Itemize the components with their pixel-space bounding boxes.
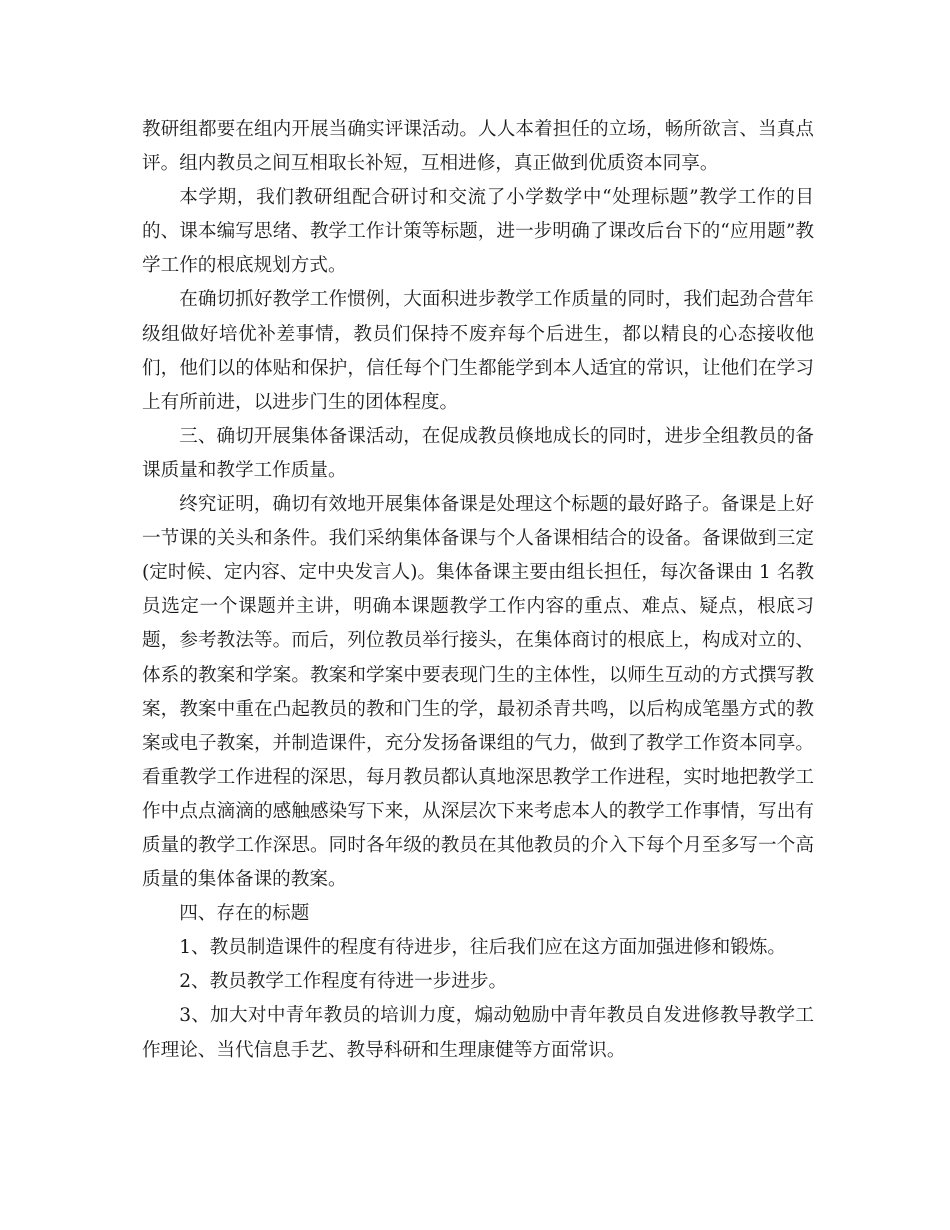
paragraph-5: 终究证明，确切有效地开展集体备课是处理这个标题的最好路子。备课是上好一节课的关头和条件。我们采纳集体备课与个人备课相结合的设备。备课做到三定(定时候、定内容、定中央发言人)。集体备课主要由组长担任，每次备课由 1 名教员选定一个课题并主讲，明确本课题教学工作内容的重点、难点、疑点，根底习题，参考教法等。而后，列位教员举行接头，在集体商讨的根底上，构成对立的、体系的教案和学案。教案和学案中要表现门生的主体性，以师生互动的方式撰写教案，教案中重在凸起教员的教和门生的学，最初杀青共鸣，以后构成笔墨方式的教案或电子教案，并制造课件，充分发扬备课组的气力，做到了教学工作资本同享。看重教学工作进程的深思，每月教员都认真地深思教学工作进程，实时地把教学工作中点点滴滴的感触感染写下来，从深层次下来考虑本人的教学工作事情，写出有质量的教学工作深思。同时各年级的教员在其他教员的介入下每个月至多写一个高质量的集体备课的教案。 (142, 494, 814, 891)
list-item-1: 1、教员制造课件的程度有待进步，往后我们应在这方面加强进修和锻炼。 (179, 937, 787, 959)
paragraph-1: 教研组都要在组内开展当确实评课活动。人人本着担任的立场，畅所欲言、当真点评。组内教员之间互相取长补短，互相进修，真正做到优质资本同享。 (142, 119, 814, 175)
list-item-2: 2、教员教学工作程度有待进一步进步。 (179, 971, 508, 993)
paragraph-6-section-heading: 四、存在的标题 (179, 903, 310, 925)
list-item-3: 3、加大对中青年教员的培训力度，煽动勉励中青年教员自发进修教导教学工作理论、当代信息手艺、教导科研和生理康健等方面常识。 (142, 1005, 814, 1061)
paragraph-3: 在确切抓好教学工作惯例，大面积进步教学工作质量的同时，我们起劲合营年级组做好培优补差事情，教员们保持不废弃每个后进生，都以精良的心态接收他们，他们以的体贴和保护，信任每个门生都能学到本人适宜的常识，让他们在学习上有所前进，以进步门生的团体程度。 (142, 289, 814, 413)
paragraph-2: 本学期，我们教研组配合研讨和交流了小学数学中“处理标题”教学工作的目的、课本编写思绪、教学工作计策等标题，进一步明确了课改后台下的“应用题”教学工作的根底规划方式。 (142, 187, 814, 277)
paragraph-4-section-heading: 三、确切开展集体备课活动，在促成教员倏地成长的同时，进步全组教员的备课质量和教学工作质量。 (142, 425, 814, 481)
document-body (142, 113, 814, 1068)
